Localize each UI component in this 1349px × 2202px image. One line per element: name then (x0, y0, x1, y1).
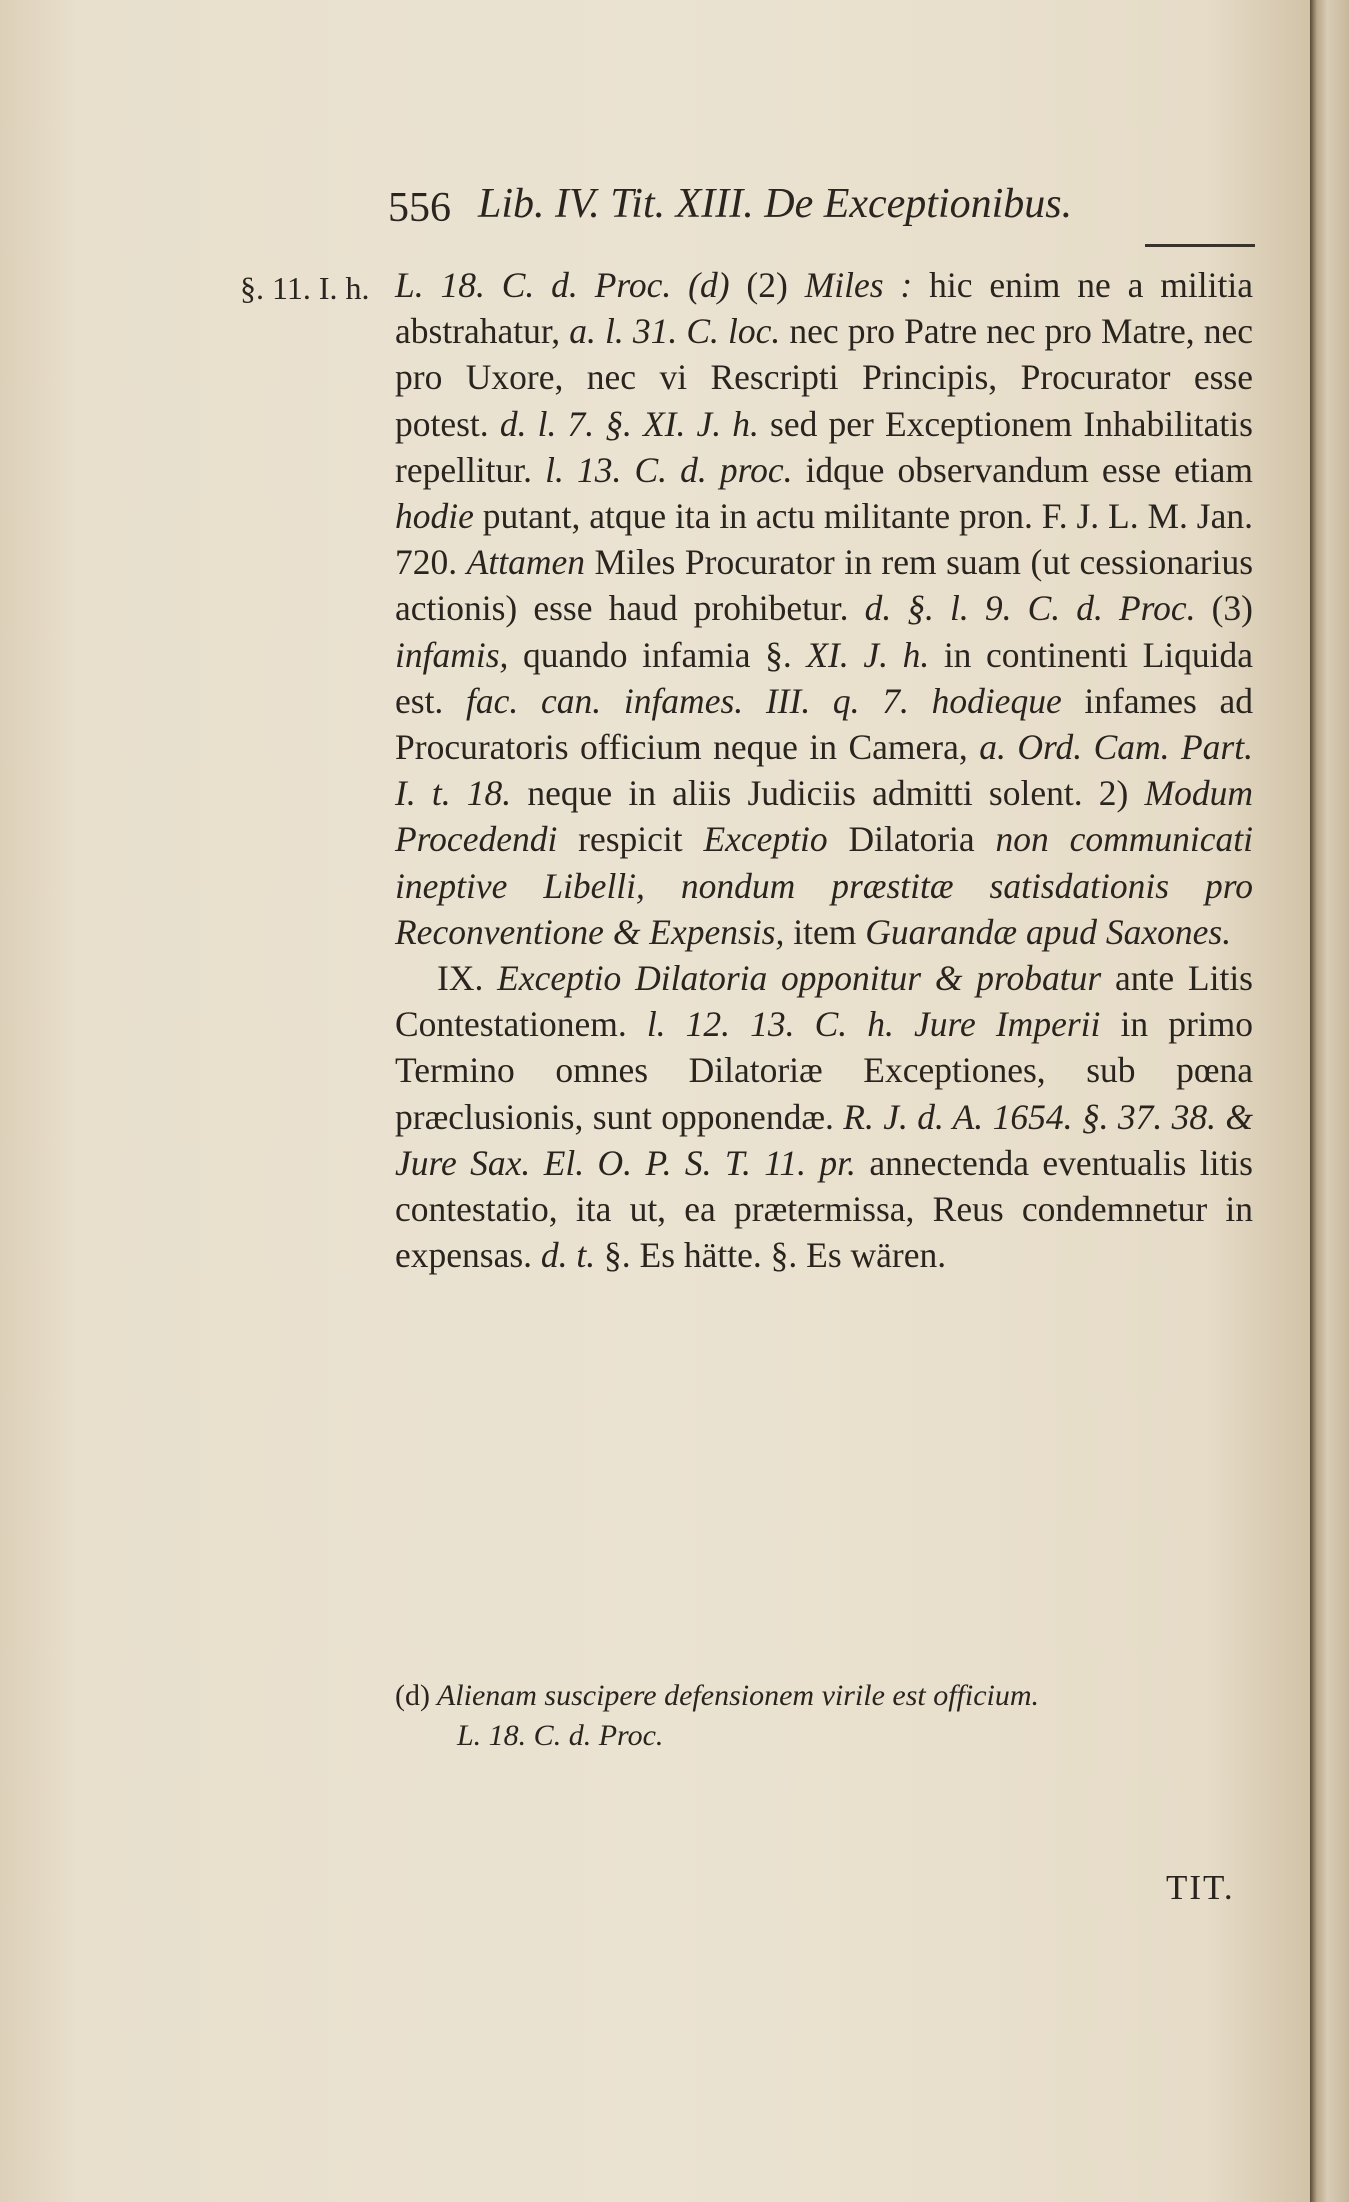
text-run: Guarandæ apud Saxones. (865, 911, 1232, 952)
header-rule (1145, 244, 1255, 247)
paragraph (395, 262, 1253, 955)
text-run: sed per Exceptionem Inhabilitatis repellitur. (395, 403, 1253, 490)
page-number: 556 (388, 185, 451, 231)
text-run: Miles : (804, 265, 913, 305)
text-run: in continenti Liquida est. (395, 634, 1254, 721)
text-run: d. t. (540, 1235, 596, 1276)
text-run: l. 12. 13. C. h. Jure Imperii (646, 1004, 1101, 1045)
text-run: a. l. 31. C. loc. (569, 311, 781, 352)
page-edge (1310, 0, 1349, 2202)
text-run: idque observandum esse etiam (792, 449, 1254, 490)
text-run: respicit (557, 819, 704, 860)
text-run: Miles Procurator in rem suam (ut cessionarius actionis) esse haud prohibetur. (395, 542, 1254, 629)
paragraph-ix (395, 955, 1253, 1278)
footnote-line (395, 1676, 1253, 1716)
text-run: XI. J. h. (806, 634, 930, 675)
text-run: in primo Termino omnes Dilatoriæ Exceptiones, sub pœna præclusionis, sunt opponendæ. (395, 1004, 1253, 1137)
text-run: item (784, 911, 866, 952)
text-run: putant, atque ita in actu militante pron. F. J. L. M. Jan. 720. (395, 496, 1253, 583)
text-run: Attamen (466, 542, 585, 583)
text-run: fac. can. infames. III. q. 7. hodieque (466, 680, 1062, 721)
text-run: (3) (1195, 588, 1254, 629)
text-run: annectenda eventualis litis contestatio, ita ut, ea prætermissa, Reus condemnetur in expensas. (395, 1142, 1253, 1276)
text-run: d. l. 7. §. XI. J. h. (499, 403, 759, 444)
text-run: quando infamia §. (508, 634, 807, 675)
margin-reference: §. 11. I. h. (240, 270, 370, 306)
footnote-mark: (d) (395, 1679, 430, 1712)
catchword: TIT. (1166, 1868, 1235, 1907)
text-run: §. Es hätte. §. Es wären. (595, 1235, 947, 1276)
text-run: L. 18. C. d. Proc. (d) (395, 265, 730, 305)
running-header (388, 180, 1248, 240)
text-run: d. §. l. 9. C. d. Proc. (864, 588, 1196, 629)
footnote-citation: L. 18. C. d. Proc. (457, 1719, 664, 1752)
text-run: Modum Procedendi (395, 773, 1253, 860)
text-run: Exceptio Dilatoria opponitur & probatur (497, 958, 1102, 999)
footnote-text: Alienam suscipere defensionem virile est officium. (436, 1679, 1040, 1712)
text-run: infames ad Procuratoris officium neque in Camera, (395, 680, 1254, 768)
text-run: Exceptio (703, 819, 828, 860)
text-run: R. J. d. A. 1654. §. 37. 38. & Jure Sax. El. O. P. S. T. 11. pr. (395, 1096, 1253, 1183)
text-run: l. 13. C. d. proc. (545, 449, 793, 490)
text-run: non communicati ineptive Libelli, nondum præstitæ satisdationis pro Reconventione & Expensis, (395, 819, 1253, 952)
main-text (395, 262, 1253, 1278)
text-run: hic enim ne a militia abstrahatur, (395, 265, 1253, 352)
text-run: hodie (395, 496, 474, 537)
text-run: infamis, (395, 634, 509, 675)
text-run: neque in aliis Judiciis admitti solent. 2) (511, 773, 1145, 814)
text-run: ante Litis Contestationem. (395, 958, 1253, 1045)
text-run: nec pro Patre nec pro Matre, nec pro Uxore, nec vi Rescripti Principis, Procurator esse potest. (395, 311, 1253, 444)
running-title: Lib. IV. Tit. XIII. De Exceptionibus. (478, 181, 1073, 227)
text-run: IX. (437, 958, 498, 999)
text-run: Dilatoria (827, 819, 996, 860)
text-run: (2) (729, 265, 805, 305)
text-run: a. Ord. Cam. Part. I. t. 18. (395, 727, 1253, 814)
footnote (395, 1676, 1253, 1756)
